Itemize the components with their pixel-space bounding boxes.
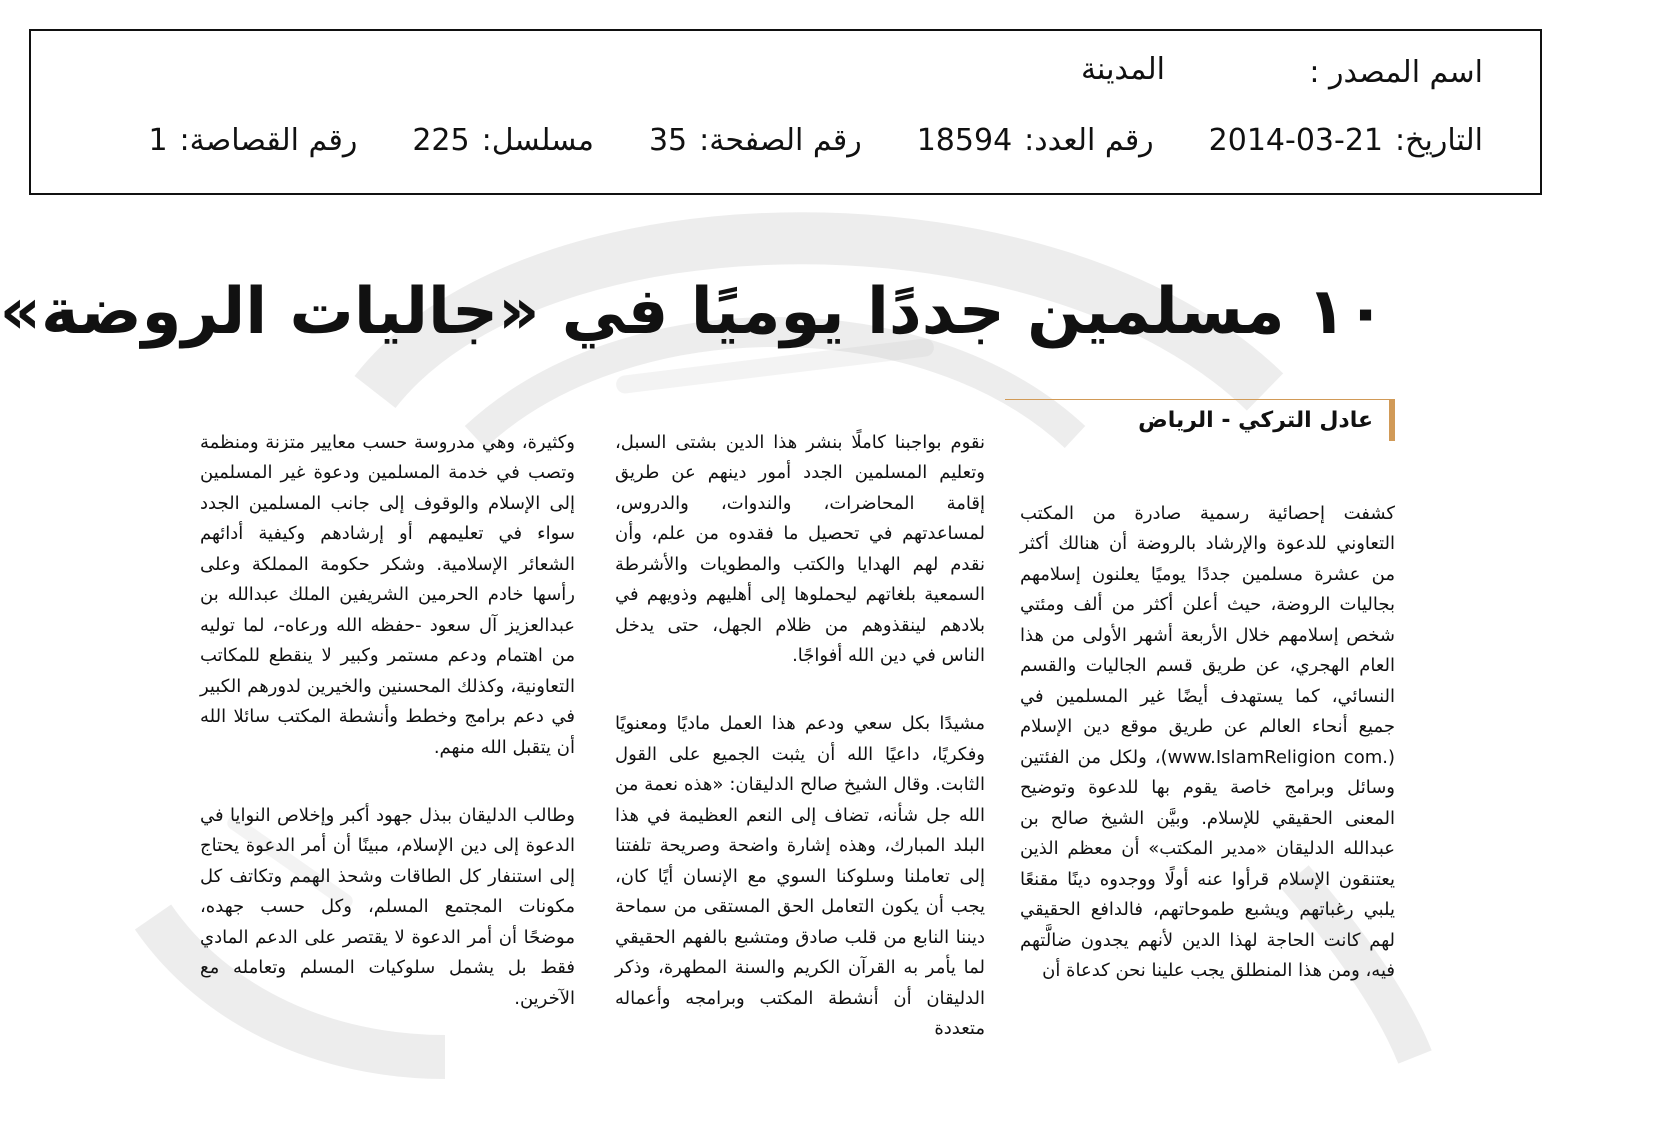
article-paragraph: كشفت إحصائية رسمية صادرة من المكتب التعاوني للدعوة والإرشاد بالروضة أن هنالك أكثر من عشرة مسلمين جددًا يوميًا يعلنون إسلامهم بجاليات الروضة، حيث أعلن أكثر من ألف ومئتي شخص إسلامهم خلال الأربعة أشهر الأولى من هذا العام الهجري، عن طريق قسم الجاليات والقسم النسائي، كما يستهدف أيضًا غير المسلمين في جميع أنحاء العالم عن طريق موقع دين الإسلام (.www.IslamReligion com)، ولكل من الفئتين وسائل وبرامج خاصة يقوم بها للدعوة وتوضيح المعنى الحقيقي للإسلام. وبيَّن الشيخ صالح بن عبدالله الدليقان «مدير المكتب» أن معظم الذين يعتنقون الإسلام قرأوا عنه أولًا ووجدوه دينًا مقنعًا يلبي رغباتهم ويشبع طموحاتهم، فالدافع الحقيقي لهم كانت الحاجة لهذا الدين لأنهم يجدون ضالَّتهم فيه، ومن هذا المنطلق يجب علينا نحن كدعاة أن [1020, 502, 1395, 981]
date-item [1209, 123, 1483, 159]
article-paragraph: وطالب الدليقان ببذل جهود أكبر وإخلاص النوايا في الدعوة إلى دين الإسلام، مبينًا أن أمر الدعوة يحتاج إلى استنفار كل الطاقات وشحذ الهمم وتكاتف كل مكونات المجتمع المسلم، وكل حسب جهده، موضحًا أن أمر الدعوة لا يقتصر على الدعم المادي فقط بل يشمل سلوكيات المسلم وتعامله مع الآخرين. [200, 804, 575, 1009]
serial-label: مسلسل: [481, 123, 594, 158]
article-column-right [1020, 468, 1395, 1017]
article-paragraph: مشيدًا بكل سعي ودعم هذا العمل ماديًا ومعنويًا وفكريًا، داعيًا الله أن يثبت الجميع على القول الثابت. وقال الشيخ صالح الدليقان: «هذه نعمة من الله جل شأنه، تضاف إلى النعم العظيمة في هذا البلد المبارك، وهذه إشارة واضحة وصريحة تلفتنا إلى تعاملنا وسلوكنا السوي مع الإنسان أيًا كان، يجب أن يكون التعامل الحق المستقى من سماحة ديننا النابع من قلب صادق ومتشبع بالفهم الحقيقي لما يأمر به القرآن الكريم والسنة المطهرة، وذكر الدليقان أن أنشطة المكتب وبرامجه وأعماله متعددة [615, 713, 985, 1039]
byline-accent-bar [1389, 399, 1395, 441]
serial-value: 225 [412, 123, 470, 158]
article-column-left [200, 397, 575, 1045]
issue-item [917, 123, 1154, 159]
issue-value: 18594 [916, 123, 1013, 158]
page-number-item [649, 123, 862, 159]
clip-number-item [148, 123, 357, 159]
article-paragraph: نقوم بواجبنا كاملًا بنشر هذا الدين بشتى السبل، وتعليم المسلمين الجدد أمور دينهم عن طريق إقامة المحاضرات، والندوات، والدروس، لمساعدتهم في تحصيل ما فقدوه من علم، وأن نقدم لهم الهدايا والكتب والمطويات والأشرطة السمعية بلغاتهم ليحملوها إلى أهليهم وذويهم في بلادهم لينقذوهم من ظلام الجهل، حتى يدخل الناس في دين الله أفواجًا. [615, 431, 985, 666]
clip-number-label: رقم القصاصة: [179, 123, 358, 158]
clipping-metadata-box [29, 29, 1542, 195]
source-value: المدينة [1080, 52, 1165, 87]
date-label: التاريخ: [1395, 123, 1483, 158]
page-number-value: 35 [648, 123, 688, 158]
article-byline: عادل التركي - الرياض [1138, 408, 1373, 433]
issue-label: رقم العدد: [1024, 123, 1154, 158]
page-number-label: رقم الصفحة: [699, 123, 862, 158]
article-headline: ١٠ مسلمين جددًا يوميًا في «جاليات الروضة» [0, 275, 1385, 349]
newspaper-article [0, 227, 1415, 1057]
article-paragraph: وكثيرة، وهي مدروسة حسب معايير متزنة ومنظمة وتصب في خدمة المسلمين ودعوة غير المسلمين إلى الإسلام والوقوف إلى جانب المسلمين الجدد سواء في تعليمهم أو إرشادهم وكيفية أدائهم الشعائر الإسلامية. وشكر حكومة المملكة وعلى رأسها خادم الحرمين الشريفين الملك عبدالله بن عبدالعزيز آل سعود -حفظه الله ورعاه-، لما توليه من اهتمام ودعم مستمر وكبير لا ينقطع للمكاتب التعاونية، وكذلك المحسنين والخيرين لدورهم الكبير في دعم برامج وخطط وأنشطة المكتب سائلا الله أن يتقبل الله منهم. [200, 431, 575, 758]
article-column-middle [615, 397, 985, 1075]
byline-block [1005, 399, 1395, 441]
clip-number-value: 1 [148, 123, 168, 158]
byline-accent-line [1005, 399, 1389, 400]
serial-item [412, 123, 594, 159]
date-value: 2014-03-21 [1208, 123, 1384, 158]
source-label: اسم المصدر : [1309, 55, 1483, 90]
clipping-details-row [148, 123, 1483, 159]
